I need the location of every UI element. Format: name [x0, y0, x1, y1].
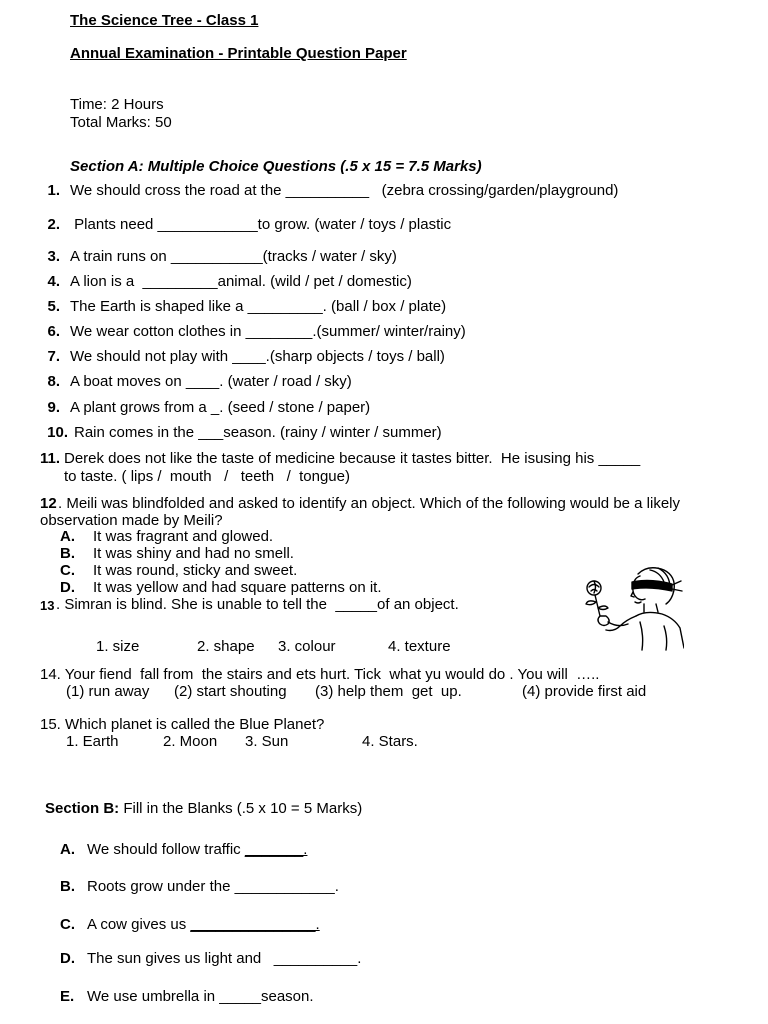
fill-blank-text: We should follow traffic	[87, 841, 245, 858]
question-10: Rain comes in the ___season. (rainy / winter / summer)	[74, 424, 442, 441]
question-12-line-2: observation made by Meili?	[40, 512, 223, 529]
fill-blank-text: Roots grow under the	[87, 878, 235, 895]
question-number: 1.	[47, 182, 60, 199]
q15-option-4: 4. Stars.	[362, 733, 418, 750]
page-subtitle: Annual Examination - Printable Question Paper	[70, 45, 407, 62]
fill-blank-item	[87, 916, 320, 933]
fill-blank-item	[87, 841, 307, 858]
fill-blank-line: _______________.	[190, 916, 320, 933]
question-1: We should cross the road at the __________ (zebra crossing/garden/playground)	[70, 182, 619, 199]
question-11-line-1: Derek does not like the taste of medicine because it tastes bitter. He isusing his _____	[64, 450, 641, 467]
fill-blank-line: _______.	[244, 841, 308, 858]
option-text: It was round, sticky and sweet.	[93, 562, 298, 579]
question-number: 6.	[47, 323, 60, 340]
option-label: C.	[60, 562, 75, 579]
fill-blank-text: A cow gives us	[87, 916, 191, 933]
blindfolded-girl-with-rose-image	[578, 560, 684, 652]
q13-option-1: 1. size	[96, 638, 140, 655]
option-label: D.	[60, 579, 75, 596]
question-number: 2.	[47, 216, 60, 233]
option-label: B.	[60, 545, 75, 562]
question-number: 4.	[47, 273, 60, 290]
option-text: It was yellow and had square patterns on it.	[93, 579, 382, 596]
question-13: . Simran is blind. She is unable to tell the _____of an object.	[56, 596, 459, 613]
fill-blank-label: B.	[60, 878, 75, 895]
question-number: 3.	[47, 248, 60, 265]
question-11-line-2: to taste. ( lips / mouth / teeth / tongue)	[64, 468, 350, 485]
question-5: The Earth is shaped like a _________. (ball / box / plate)	[70, 298, 447, 315]
q13-option-4: 4. texture	[388, 638, 451, 655]
question-14: 14. Your fiend fall from the stairs and ets hurt. Tick what yu would do . You will …..	[40, 666, 600, 683]
section-b-heading-bold: Section B:	[45, 800, 120, 817]
q14-option-1: (1) run away	[66, 683, 150, 700]
q15-option-2: 2. Moon	[163, 733, 218, 750]
fill-blank-label: C.	[60, 916, 75, 933]
fill-blank-item	[87, 878, 339, 895]
exam-total-marks: Total Marks: 50	[70, 114, 172, 131]
q13-option-3: 3. colour	[278, 638, 336, 655]
exam-time: Time: 2 Hours	[70, 96, 164, 113]
question-number: 12	[40, 495, 57, 512]
question-4: A lion is a _________animal. (wild / pet / domestic)	[70, 273, 412, 290]
fill-blank-item	[87, 950, 361, 967]
question-number: 7.	[47, 348, 60, 365]
question-number: 9.	[47, 399, 60, 416]
q14-option-4: (4) provide first aid	[522, 683, 647, 700]
question-number: 10.	[47, 424, 68, 441]
section-b-heading-rest: Fill in the Blanks (.5 x 10 = 5 Marks)	[119, 800, 363, 817]
q14-option-3: (3) help them get up.	[315, 683, 462, 700]
fill-blank-line: ____________.	[234, 878, 339, 895]
question-number: 8.	[47, 373, 60, 390]
question-2: Plants need ____________to grow. (water / toys / plastic	[70, 216, 452, 233]
fill-blank-item	[87, 988, 314, 1005]
q15-option-3: 3. Sun	[245, 733, 289, 750]
q15-option-1: 1. Earth	[66, 733, 119, 750]
question-8: A boat moves on ____. (water / road / sky)	[70, 373, 352, 390]
section-a-heading: Section A: Multiple Choice Questions (.5 x 15 = 7.5 Marks)	[70, 158, 482, 175]
question-12-line-1: . Meili was blindfolded and asked to identify an object. Which of the following would be a likely	[58, 495, 681, 512]
question-number: 13	[40, 598, 55, 613]
fill-blank-label: A.	[60, 841, 75, 858]
question-3: A train runs on ___________(tracks / water / sky)	[70, 248, 397, 265]
fill-blank-label: D.	[60, 950, 75, 967]
question-number: 11.	[40, 450, 61, 467]
page-title: The Science Tree - Class 1	[70, 12, 259, 29]
question-9: A plant grows from a _. (seed / stone / paper)	[70, 399, 371, 416]
option-text: It was fragrant and glowed.	[93, 528, 274, 545]
q13-option-2: 2. shape	[197, 638, 255, 655]
question-7: We should not play with ____.(sharp objects / toys / ball)	[70, 348, 445, 365]
question-15: 15. Which planet is called the Blue Planet?	[40, 716, 325, 733]
fill-blank-text: We use umbrella in _____season.	[87, 988, 314, 1005]
q14-option-2: (2) start shouting	[174, 683, 287, 700]
question-number: 5.	[47, 298, 60, 315]
fill-blank-text: The sun gives us light and __________.	[87, 950, 362, 967]
option-text: It was shiny and had no smell.	[93, 545, 294, 562]
section-b-heading	[45, 800, 362, 817]
question-6: We wear cotton clothes in ________.(summer/ winter/rainy)	[70, 323, 466, 340]
option-label: A.	[60, 528, 75, 545]
fill-blank-label: E.	[60, 988, 75, 1005]
